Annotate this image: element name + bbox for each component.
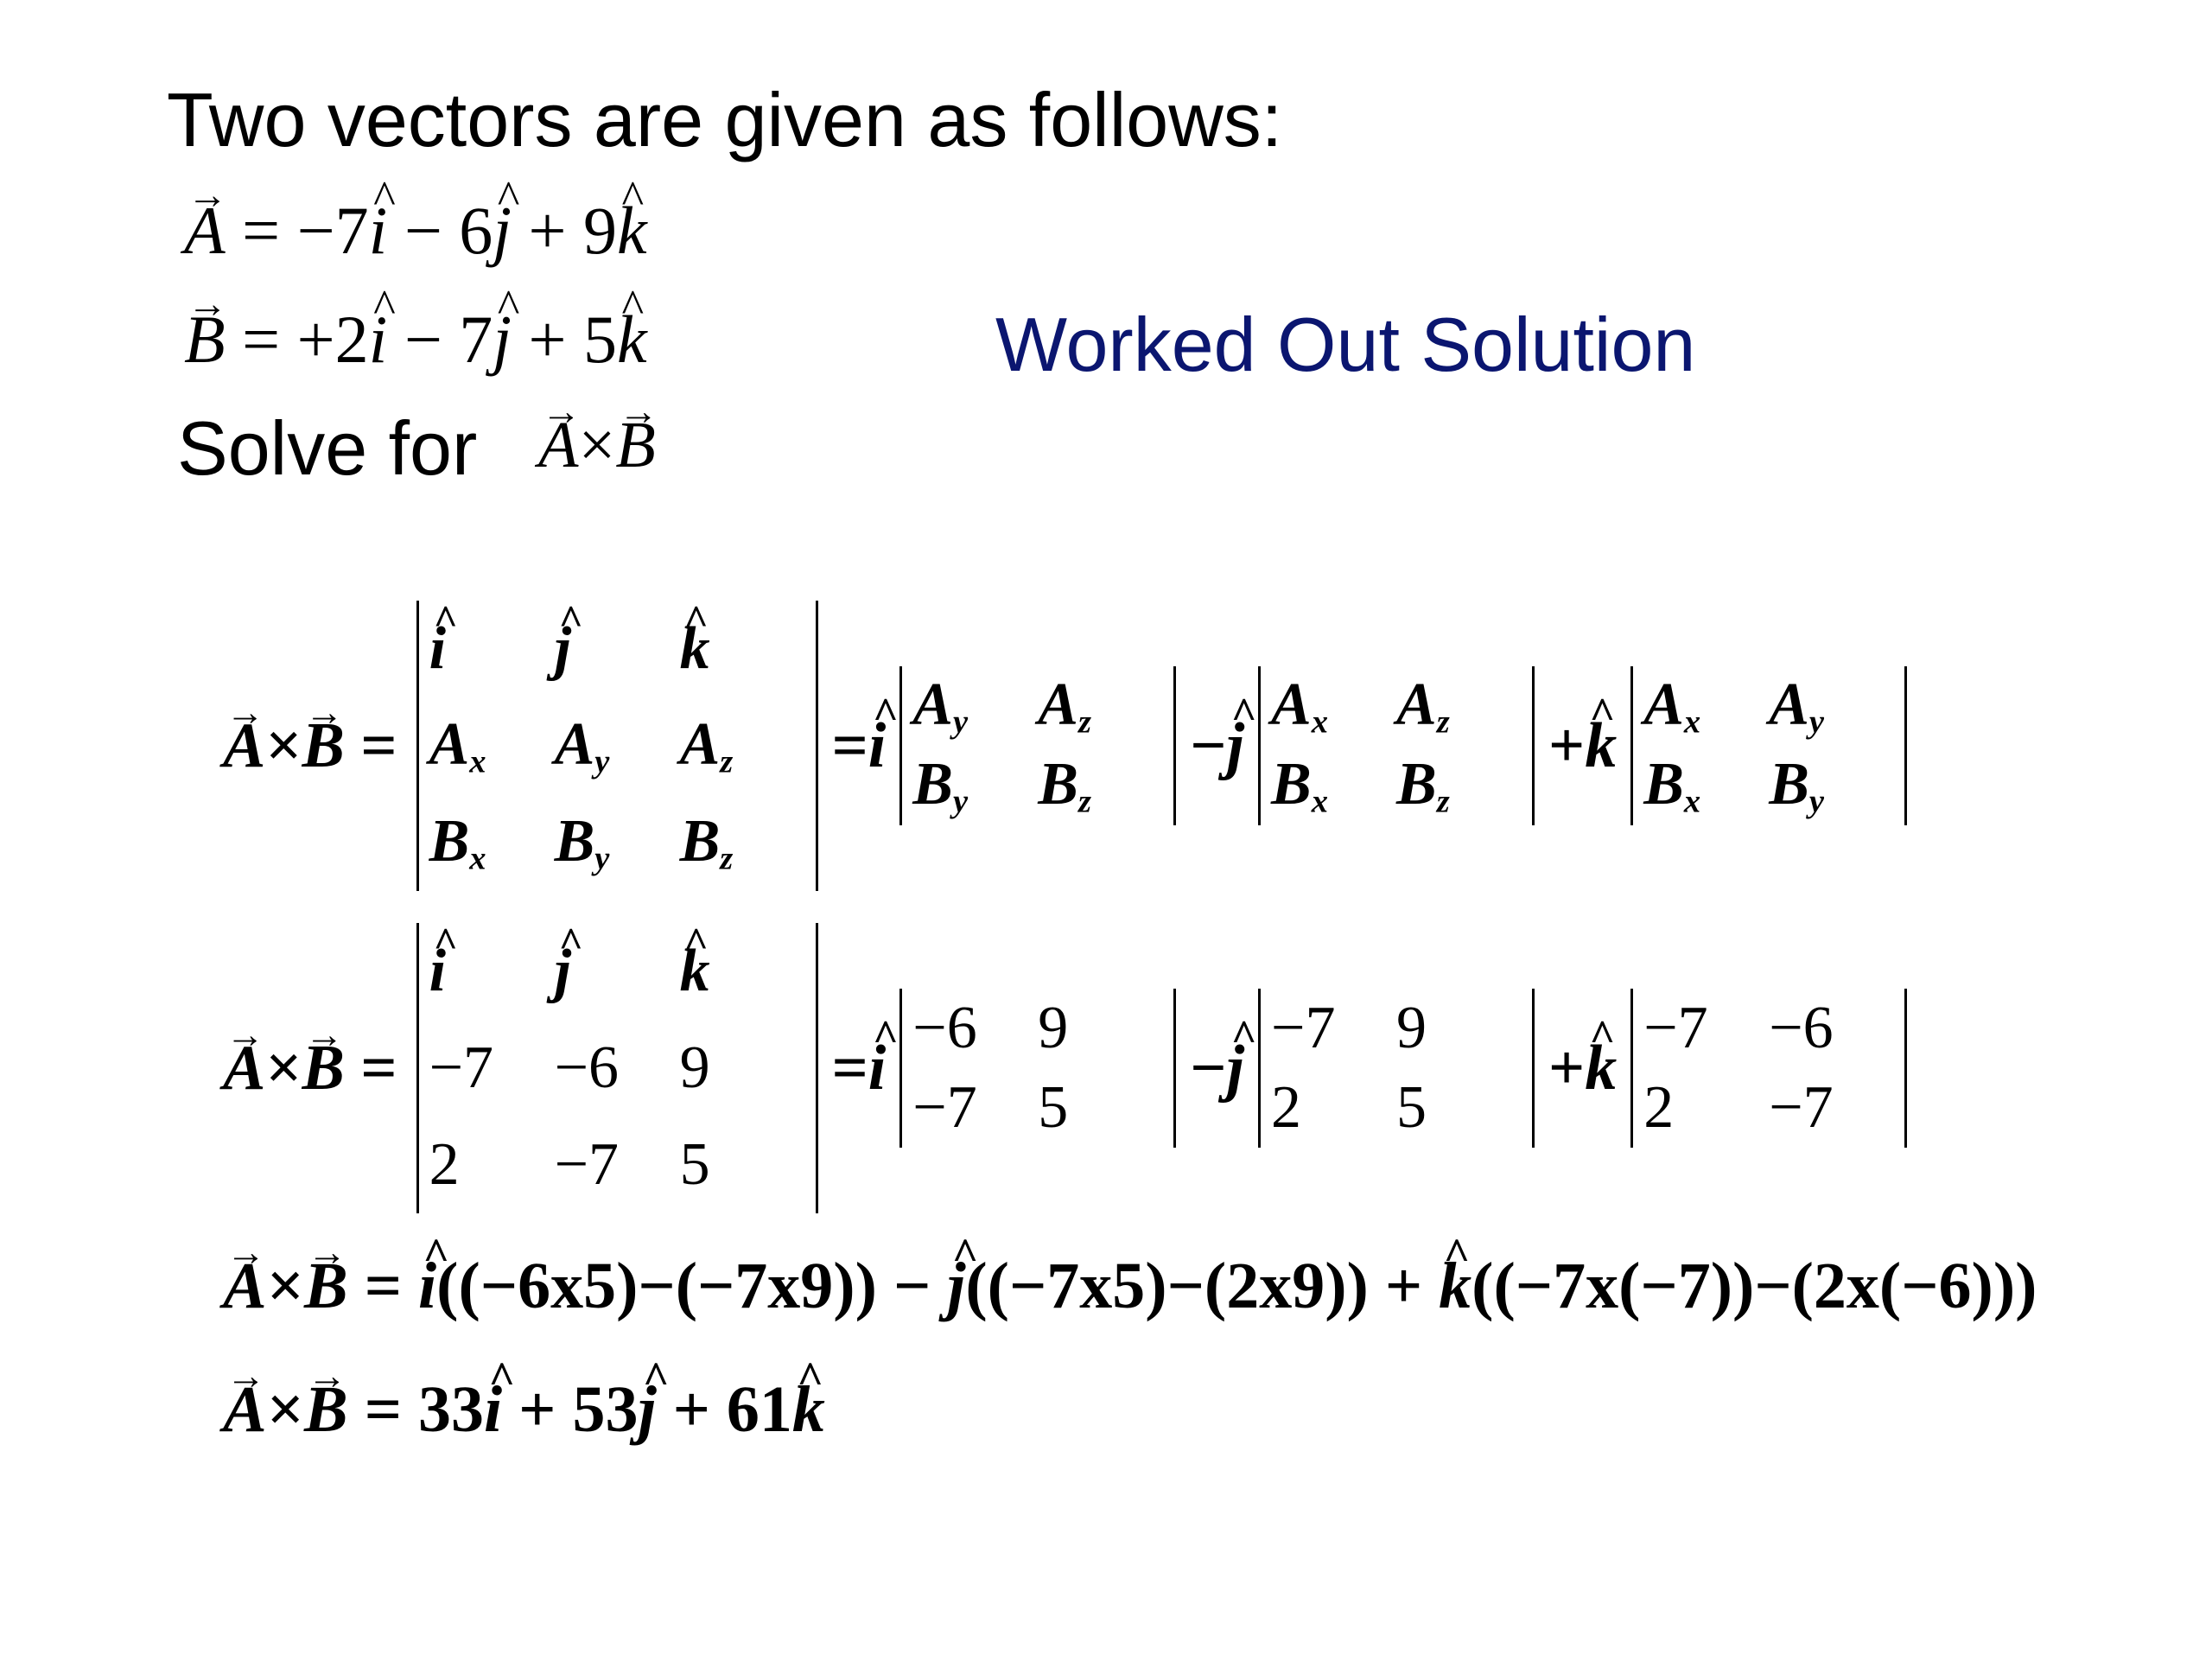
expansion-j-term: ((−7x5)−(2x9)) <box>965 1250 1369 1322</box>
expansion-i-term: ((−6x5)−(−7x9)) <box>436 1250 877 1322</box>
row1-lhs: → A×→ B = <box>223 710 397 783</box>
solve-times: × <box>578 409 616 481</box>
vector-b-equation: → B = +2^ i − 7^ j + 5^ k <box>184 301 647 379</box>
vector-b-symbol: → B <box>184 301 226 379</box>
general-minor-i: $A_y$ $A_z$ $B_y$ $B_z$ <box>899 666 1176 825</box>
general-determinant-row: → A×→ B = ^ i ^ j ^ k $A_x$ $A_y$ $A_z$ $B_x$ $B_y$ $B_z$ =^ i $A_y$ $A_z$ $B_y$ $B_z$ −^ j $A_x$ $A_z$ $B_x$ $B_z$ +^ k $A_x$ $A_y$ $B_x$ $B_y$ <box>223 601 1914 891</box>
general-minor-k: $A_x$ $A_y$ $B_x$ $B_y$ <box>1630 666 1907 825</box>
numeric-minor-k: −7 −6 2 −7 <box>1630 989 1907 1148</box>
vector-b-k-coef: + 5 <box>511 302 617 377</box>
general-3x3-determinant: ^ i ^ j ^ k $A_x$ $A_y$ $A_z$ $B_x$ $B_y$ $B_z$ <box>416 601 818 891</box>
numeric-minor-j: −7 9 2 5 <box>1258 989 1535 1148</box>
numeric-minor-i: −6 9 −7 5 <box>899 989 1176 1148</box>
numeric-3x3-determinant: ^ i ^ j ^ k −7 −6 9 2 −7 5 <box>416 923 818 1213</box>
result-k-coef: 61 <box>726 1373 792 1446</box>
numeric-determinant-row: → A×→ B = ^ i ^ j ^ k −7 −6 9 2 −7 5 =^ i −6 9 −7 5 −^ j −7 9 2 5 +^ k −7 −6 2 −7 <box>223 923 1914 1213</box>
expansion-equation: → A×→ B = ^ i((−6x5)−(−7x9)) − ^ j((−7x5)−(2x9)) + ^ k((−7x(−7))−(2x(−6))) <box>223 1249 2037 1324</box>
vector-a-i-coef: = −7 <box>242 193 369 268</box>
solution-title: Worked Out Solution <box>995 302 1696 387</box>
general-minor-j: $A_x$ $A_z$ $B_x$ $B_z$ <box>1258 666 1535 825</box>
solve-a: → A <box>538 408 578 483</box>
vector-a-j-coef: − 6 <box>387 193 493 268</box>
solve-for-label: Solve for <box>177 405 478 491</box>
vector-a-k-coef: + 9 <box>511 193 617 268</box>
vector-b-j-coef: − 7 <box>387 302 493 377</box>
vector-a-symbol: → A <box>184 192 226 270</box>
intro-title: Two vectors are given as follows: <box>167 77 1283 162</box>
solve-b: → B <box>615 408 655 483</box>
result-equation: → A×→ B = 33^ i + 53^ j + 61^ k <box>223 1372 825 1448</box>
result-i-coef: 33 <box>418 1373 485 1446</box>
vector-b-i-coef: = +2 <box>242 302 369 377</box>
row2-lhs: → A×→ B = <box>223 1032 397 1105</box>
solve-for-expression <box>538 408 656 483</box>
expansion-k-term: ((−7x(−7))−(2x(−6))) <box>1471 1250 2037 1322</box>
vector-a-equation: → A = −7^ i − 6^ j + 9^ k <box>184 192 647 270</box>
result-j-coef: 53 <box>572 1373 639 1446</box>
